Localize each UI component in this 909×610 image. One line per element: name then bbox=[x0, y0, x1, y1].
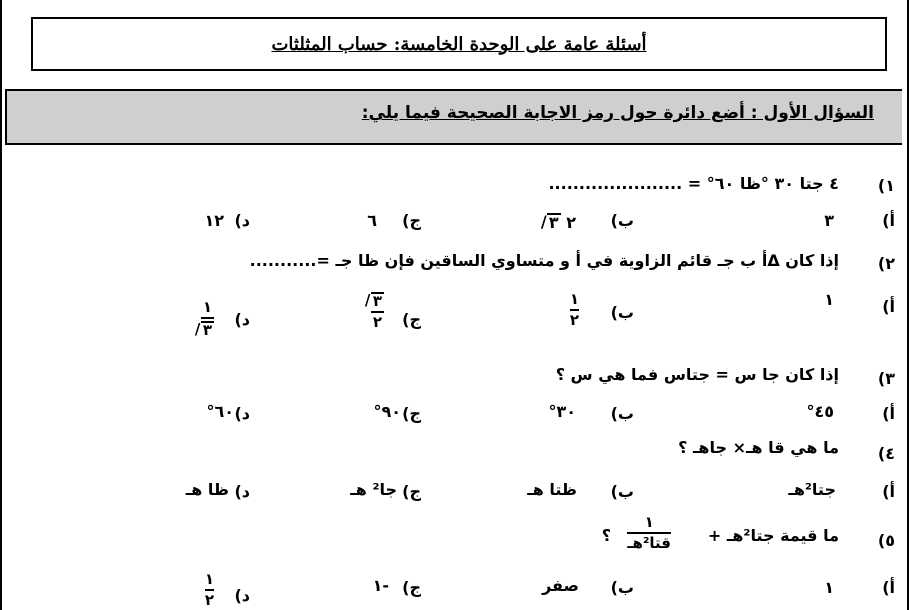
question-5-text: ما قيمة جتا²هـ + bbox=[707, 526, 839, 545]
header-band-edge bbox=[5, 89, 7, 145]
q4-option-d-label[interactable]: د) bbox=[234, 482, 250, 501]
q5-option-d-denominator: ٢ bbox=[204, 591, 214, 609]
q2-option-c-denominator: ٢ bbox=[372, 313, 382, 331]
q3-option-c-value: ٩٠° bbox=[373, 402, 401, 421]
question-2-text: إذا كان Δأ ب جـ قائم الزاوية في أ و متساوي الساقين فإن ظا جـ =........... bbox=[249, 251, 839, 270]
q2-option-d-numerator: ١ bbox=[202, 298, 212, 316]
page-title: أسئلة عامة على الوحدة الخامسة: حساب المثلثات bbox=[271, 33, 647, 55]
q2-option-c-numerator: ٣ / bbox=[371, 292, 384, 309]
question-5-end: ؟ bbox=[601, 526, 611, 545]
q1-option-a-label[interactable]: أ) bbox=[882, 211, 895, 230]
q5-option-d-numerator: ١ bbox=[204, 570, 214, 588]
q1-option-b-label[interactable]: ب) bbox=[610, 211, 634, 230]
q2-option-b-fraction bbox=[570, 292, 579, 328]
q2-option-a-label[interactable]: أ) bbox=[882, 297, 895, 316]
q3-option-d-label[interactable]: د) bbox=[234, 404, 250, 423]
q2-option-d-denominator: ٣ / bbox=[201, 321, 214, 338]
q1-option-c-label[interactable]: ج) bbox=[402, 211, 421, 230]
q4-option-b-value: ظتا هـ bbox=[527, 480, 577, 499]
q3-option-b-value: ٣٠° bbox=[548, 402, 576, 421]
q1-option-b-coeff: ٢ bbox=[566, 213, 576, 232]
q2-option-c-label[interactable]: ج) bbox=[402, 310, 421, 329]
q1-option-b-root: ٣ / bbox=[547, 213, 561, 231]
q2-option-b-numerator: ١ bbox=[569, 290, 579, 308]
question-5-number: ٥) bbox=[877, 531, 895, 550]
q1-option-d-label[interactable]: د) bbox=[234, 211, 250, 230]
q5-option-d-fraction bbox=[205, 572, 214, 608]
question-4-number: ٤) bbox=[877, 444, 895, 463]
q2-option-c-fraction bbox=[371, 292, 384, 330]
question-3-number: ٣) bbox=[877, 369, 895, 388]
q4-option-c-label[interactable]: ج) bbox=[402, 482, 421, 501]
q4-option-d-value: ظا هـ bbox=[185, 480, 229, 499]
q3-option-a-value: ٤٥° bbox=[806, 402, 834, 421]
q2-option-d-label[interactable]: د) bbox=[234, 310, 250, 329]
q4-option-b-label[interactable]: ب) bbox=[610, 482, 634, 501]
fraction-bar bbox=[201, 317, 214, 319]
q3-option-c-label[interactable]: ج) bbox=[402, 404, 421, 423]
q2-option-b-label[interactable]: ب) bbox=[610, 303, 634, 322]
title-box bbox=[31, 17, 887, 71]
q5-option-b-label[interactable]: ب) bbox=[610, 578, 634, 597]
q5-text-numerator: ١ bbox=[644, 513, 654, 531]
q5-option-c-label[interactable]: ج) bbox=[402, 578, 421, 597]
q2-option-a-value: ١ bbox=[824, 290, 834, 309]
section-header-band bbox=[5, 89, 902, 145]
q1-option-a-value: ٣ bbox=[824, 211, 834, 230]
q4-option-a-value: جتا²هـ bbox=[788, 480, 836, 499]
question-4-text: ما هي قا هـ× جاهـ ؟ bbox=[678, 438, 839, 457]
question-3-text: إذا كان جا س = جتاس فما هي س ؟ bbox=[555, 365, 839, 384]
q3-option-a-label[interactable]: أ) bbox=[882, 404, 895, 423]
q1-option-c-value: ٦ bbox=[367, 211, 377, 230]
q2-option-b-denominator: ٢ bbox=[569, 311, 579, 329]
q3-option-d-value: ٦٠° bbox=[206, 402, 234, 421]
question-2-number: ٢) bbox=[877, 254, 895, 273]
q1-option-d-value: ١٢ bbox=[204, 211, 224, 230]
q4-option-a-label[interactable]: أ) bbox=[882, 482, 895, 501]
section-header: السؤال الأول : أضع دائرة حول رمز الاجابة الصحيحة فيما يلي: bbox=[361, 103, 874, 123]
question-1-number: ١) bbox=[877, 176, 895, 195]
page-frame-left bbox=[0, 0, 2, 610]
q5-option-b-value: صفر bbox=[542, 576, 579, 595]
q5-text-fraction bbox=[627, 515, 671, 551]
q1-option-b-value bbox=[547, 213, 576, 231]
q2-option-d-fraction bbox=[201, 300, 214, 338]
q4-option-c-value: جا² هـ bbox=[350, 480, 397, 499]
q5-option-a-label[interactable]: أ) bbox=[882, 578, 895, 597]
q3-option-b-label[interactable]: ب) bbox=[610, 404, 634, 423]
question-1-text: ٤ جتا ٣٠ °ظا ٦٠° = ...................... bbox=[548, 174, 839, 193]
q5-option-a-value: ١ bbox=[824, 578, 834, 597]
q5-text-denominator: قتا²هـ bbox=[627, 534, 671, 552]
q5-option-d-label[interactable]: د) bbox=[234, 586, 250, 605]
q5-option-c-value: -١ bbox=[372, 576, 389, 595]
